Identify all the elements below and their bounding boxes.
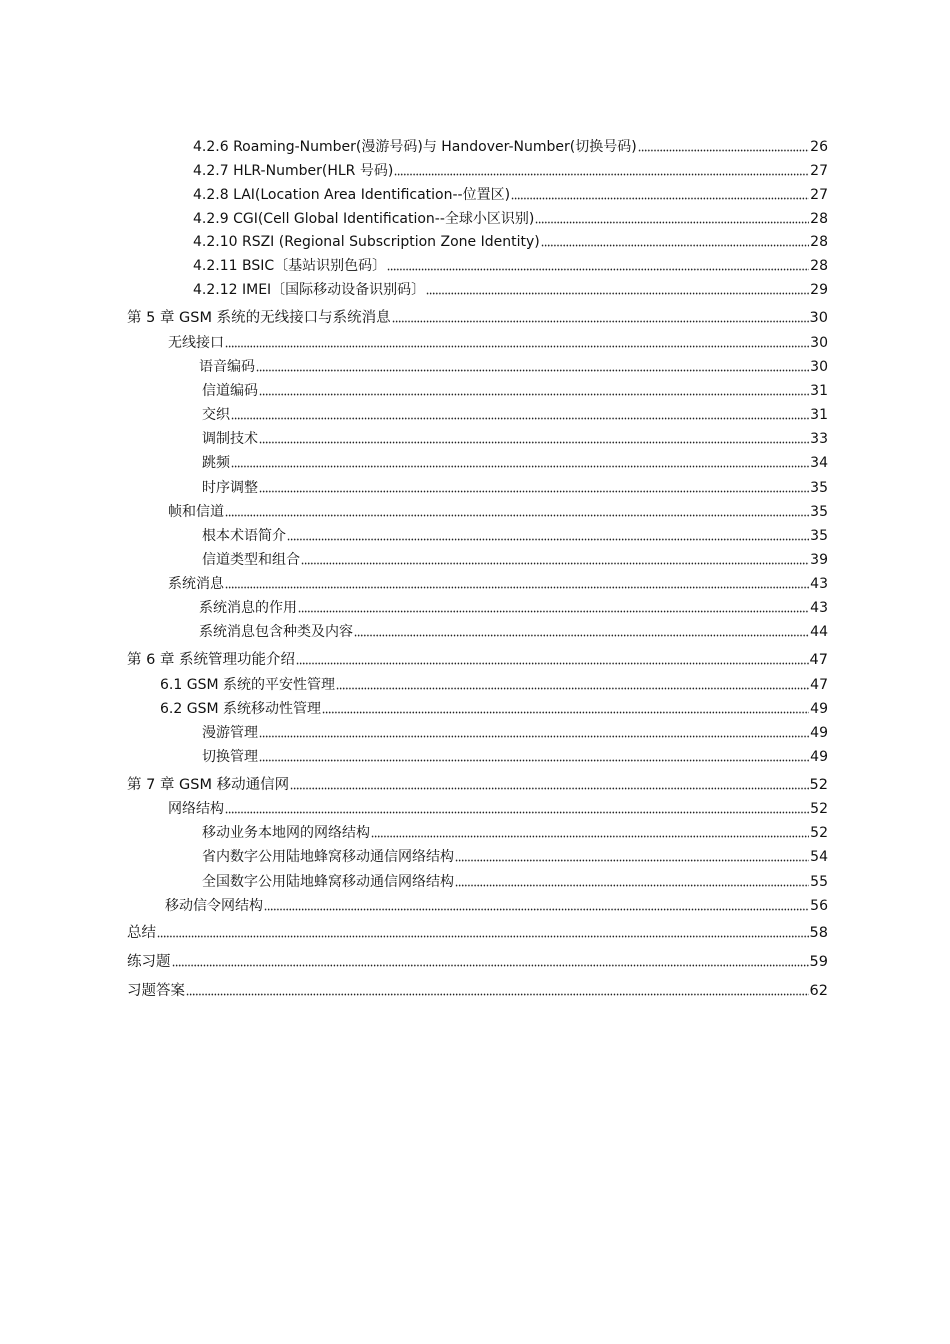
toc-entry-page: 28 [810, 234, 828, 250]
toc-entry-title: 信道编码 [202, 383, 258, 399]
toc-entry-page: 35 [810, 504, 828, 520]
toc-entry[interactable] [165, 895, 828, 915]
toc-entry-title: 总结 [127, 925, 156, 941]
dot-leader [371, 834, 809, 838]
dot-leader [259, 489, 809, 493]
toc-entry[interactable] [202, 746, 828, 766]
toc-entry-title: 全国数字公用陆地蜂窝移动通信网络结构 [202, 874, 454, 890]
toc-entry[interactable] [168, 332, 828, 352]
toc-entry[interactable] [202, 428, 828, 448]
dot-leader [231, 416, 809, 420]
dot-leader [172, 963, 809, 967]
dot-leader [186, 992, 809, 996]
toc-entry-title: 4.2.7 HLR-Number(HLR 号码) [193, 163, 394, 179]
toc-entry-page: 52 [810, 825, 828, 841]
dot-leader [287, 537, 809, 541]
dot-leader [301, 561, 809, 565]
toc-entry-page: 47 [810, 677, 828, 693]
toc-chapter-entry[interactable] [127, 649, 828, 669]
dot-leader [455, 883, 809, 887]
dot-leader [259, 392, 809, 396]
toc-entry-title: 系统消息包含种类及内容 [199, 624, 353, 640]
dot-leader [354, 633, 809, 637]
toc-entry-page: 55 [810, 874, 828, 890]
dot-leader [392, 319, 809, 323]
dot-leader [322, 710, 809, 714]
toc-entry[interactable] [199, 356, 828, 376]
toc-entry-title: 信道类型和组合 [202, 552, 300, 568]
toc-entry-page: 59 [809, 954, 828, 970]
toc-entry[interactable] [193, 184, 828, 204]
dot-leader [264, 907, 809, 911]
toc-entry-page: 27 [810, 187, 828, 203]
toc-entry-page: 52 [809, 777, 828, 793]
toc-entry[interactable] [202, 822, 828, 842]
toc-entry-title: 根本术语简介 [202, 528, 286, 544]
toc-entry[interactable] [202, 380, 828, 400]
toc-entry-page: 49 [810, 725, 828, 741]
toc-entry[interactable] [202, 722, 828, 742]
dot-leader [225, 585, 809, 589]
toc-entry-title: 习题答案 [127, 983, 185, 999]
toc-entry-title: 调制技术 [202, 431, 258, 447]
toc-entry-page: 30 [809, 310, 828, 326]
dot-leader [394, 172, 809, 176]
toc-entry[interactable] [193, 160, 828, 180]
toc-entry[interactable] [202, 525, 828, 545]
toc-entry-page: 62 [809, 983, 828, 999]
toc-chapter-entry[interactable] [127, 922, 828, 942]
dot-leader [638, 148, 809, 152]
dot-leader [259, 734, 809, 738]
toc-entry-title: 省内数字公用陆地蜂窝移动通信网络结构 [202, 849, 454, 865]
toc-entry[interactable] [168, 798, 828, 818]
dot-leader [225, 513, 809, 517]
toc-chapter-entry[interactable] [127, 307, 828, 327]
toc-entry[interactable] [193, 231, 828, 251]
dot-leader [455, 858, 809, 862]
toc-entry-page: 43 [810, 576, 828, 592]
toc-entry-page: 39 [810, 552, 828, 568]
dot-leader [259, 758, 809, 762]
toc-entry-title: 漫游管理 [202, 725, 258, 741]
toc-entry-page: 49 [810, 749, 828, 765]
toc-entry-page: 26 [810, 139, 828, 155]
toc-entry-page: 35 [810, 480, 828, 496]
toc-entry-title: 4.2.6 Roaming-Number(漫游号码)与 Handover-Number(切换号码) [193, 139, 637, 155]
toc-entry[interactable] [199, 621, 828, 641]
toc-entry-title: 4.2.8 LAI(Location Area Identification--位置区) [193, 187, 511, 203]
toc-entry[interactable] [202, 871, 828, 891]
dot-leader [535, 220, 809, 224]
toc-entry[interactable] [168, 501, 828, 521]
toc-entry-title: 跳频 [202, 455, 230, 471]
toc-entry-title: 交织 [202, 407, 230, 423]
toc-entry[interactable] [193, 255, 828, 275]
toc-chapter-entry[interactable] [127, 980, 828, 1000]
dot-leader [296, 661, 808, 665]
toc-entry-title: 4.2.12 IMEI〔国际移动设备识别码〕 [193, 282, 426, 298]
toc-entry-title: 移动信令网结构 [165, 898, 263, 914]
dot-leader [225, 810, 809, 814]
dot-leader [157, 934, 809, 938]
toc-entry[interactable] [202, 549, 828, 569]
dot-leader [387, 267, 809, 271]
toc-entry[interactable] [199, 597, 828, 617]
toc-entry[interactable] [202, 477, 828, 497]
toc-entry[interactable] [202, 846, 828, 866]
toc-entry[interactable] [160, 698, 828, 718]
dot-leader [336, 686, 809, 690]
toc-entry-title: 切换管理 [202, 749, 258, 765]
toc-entry-title: 6.1 GSM 系统的平安性管理 [160, 677, 335, 693]
toc-entry-title: 第 7 章 GSM 移动通信网 [127, 777, 290, 793]
toc-entry-title: 系统消息的作用 [199, 600, 297, 616]
toc-entry-page: 56 [810, 898, 828, 914]
toc-entry[interactable] [193, 136, 828, 156]
dot-leader [511, 196, 809, 200]
toc-entry-page: 49 [810, 701, 828, 717]
toc-entry-title: 系统消息 [168, 576, 224, 592]
dot-leader [259, 440, 809, 444]
toc-entry-title: 第 6 章 系统管理功能介绍 [127, 652, 296, 668]
toc-entry-page: 31 [810, 383, 828, 399]
toc-entry-title: 网络结构 [168, 801, 224, 817]
toc-entry-title: 6.2 GSM 系统移动性管理 [160, 701, 321, 717]
toc-entry-page: 28 [810, 258, 828, 274]
dot-leader [256, 368, 809, 372]
toc-entry-page: 35 [810, 528, 828, 544]
toc-entry-page: 34 [810, 455, 828, 471]
toc-entry-title: 无线接口 [168, 335, 224, 351]
toc-entry[interactable] [202, 404, 828, 424]
toc-entry-page: 33 [810, 431, 828, 447]
toc-entry-page: 30 [810, 359, 828, 375]
toc-entry[interactable] [193, 279, 828, 299]
toc-entry-title: 4.2.10 RSZI (Regional Subscription Zone Identity) [193, 234, 540, 250]
toc-entry[interactable] [160, 674, 828, 694]
toc-chapter-entry[interactable] [127, 774, 828, 794]
dot-leader [290, 786, 808, 790]
toc-entry-title: 4.2.9 CGI(Cell Global Identification--全球小区识别) [193, 211, 535, 227]
toc-entry-page: 31 [810, 407, 828, 423]
toc-entry-page: 29 [810, 282, 828, 298]
toc-entry-title: 时序调整 [202, 480, 258, 496]
toc-entry-title: 语音编码 [199, 359, 255, 375]
toc-entry-title: 帧和信道 [168, 504, 224, 520]
toc-chapter-entry[interactable] [127, 951, 828, 971]
toc-entry-page: 58 [809, 925, 828, 941]
dot-leader [298, 609, 809, 613]
toc-entry-page: 30 [810, 335, 828, 351]
toc-entry[interactable] [202, 452, 828, 472]
toc-entry-page: 28 [810, 211, 828, 227]
toc-entry-title: 练习题 [127, 954, 171, 970]
toc-entry[interactable] [168, 573, 828, 593]
dot-leader [426, 291, 809, 295]
toc-entry-title: 移动业务本地网的网络结构 [202, 825, 370, 841]
toc-entry-page: 54 [810, 849, 828, 865]
toc-entry-title: 第 5 章 GSM 系统的无线接口与系统消息 [127, 310, 391, 326]
toc-entry[interactable] [193, 208, 828, 228]
toc-entry-page: 43 [810, 600, 828, 616]
toc-entry-title: 4.2.11 BSIC〔基站识别色码〕 [193, 258, 387, 274]
toc-entry-page: 52 [810, 801, 828, 817]
toc-entry-page: 47 [809, 652, 828, 668]
dot-leader [225, 344, 809, 348]
dot-leader [541, 243, 809, 247]
toc-entry-page: 44 [810, 624, 828, 640]
dot-leader [231, 464, 809, 468]
toc-entry-page: 27 [810, 163, 828, 179]
